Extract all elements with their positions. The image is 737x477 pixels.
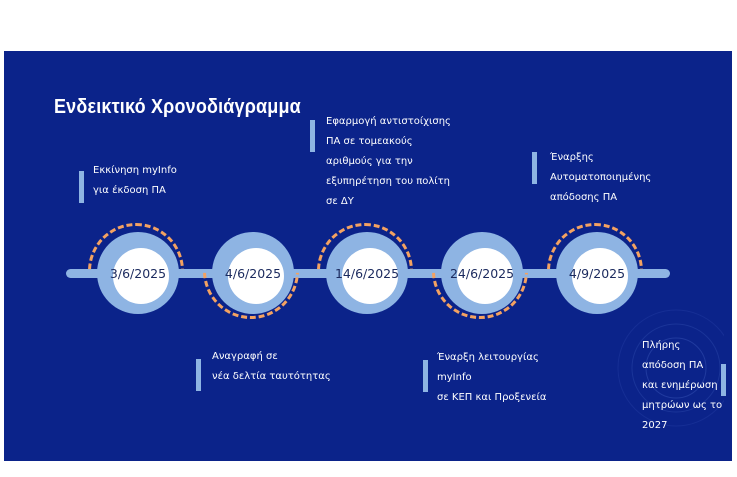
milestone-2-label	[196, 347, 331, 387]
milestone-description: Αναγραφή σε νέα δελτία ταυτότητας	[212, 351, 331, 382]
milestone-date: 24/6/2025	[449, 265, 515, 281]
label-accent-bar	[423, 360, 428, 392]
milestone-4-label	[423, 348, 546, 408]
slide	[4, 51, 732, 461]
milestone-date: 4/6/2025	[224, 265, 282, 281]
final-note	[642, 336, 722, 436]
milestone-3-label	[310, 112, 451, 212]
milestone-description: Εφαρμογή αντιστοίχισης ΠΑ σε τομεακούς αριθμούς για την εξυπηρέτηση του πολίτη σε ΔΥ	[326, 116, 451, 207]
milestone-1	[100, 235, 176, 311]
milestone-3	[329, 235, 405, 311]
milestone-5	[559, 235, 635, 311]
milestone-description: Έναρξη λειτουργίας myInfo σε ΚΕΠ και Προξενεία	[437, 352, 547, 403]
milestone-description: Εκκίνηση myInfo για έκδοση ΠΑ	[93, 165, 177, 196]
milestone-2	[215, 235, 291, 311]
milestone-date: 4/9/2025	[568, 265, 626, 281]
label-accent-bar	[532, 152, 537, 184]
milestone-5-label	[532, 148, 651, 208]
milestone-description: Έναρξης Αυτοματοποιημένης απόδοσης ΠΑ	[550, 152, 652, 203]
label-accent-bar	[721, 364, 726, 396]
milestone-date: 14/6/2025	[334, 265, 400, 281]
final-note-text: Πλήρης απόδοση ΠΑ και ενημέρωση μητρώων ως το 2027	[642, 340, 723, 431]
milestone-date: 3/6/2025	[109, 265, 167, 281]
label-accent-bar	[310, 120, 315, 152]
milestone-1-label	[79, 161, 177, 201]
label-accent-bar	[79, 171, 84, 203]
slide-title: Ενδεικτικό Χρονοδιάγραμμα	[54, 96, 301, 118]
label-accent-bar	[196, 359, 201, 391]
milestone-4	[444, 235, 520, 311]
